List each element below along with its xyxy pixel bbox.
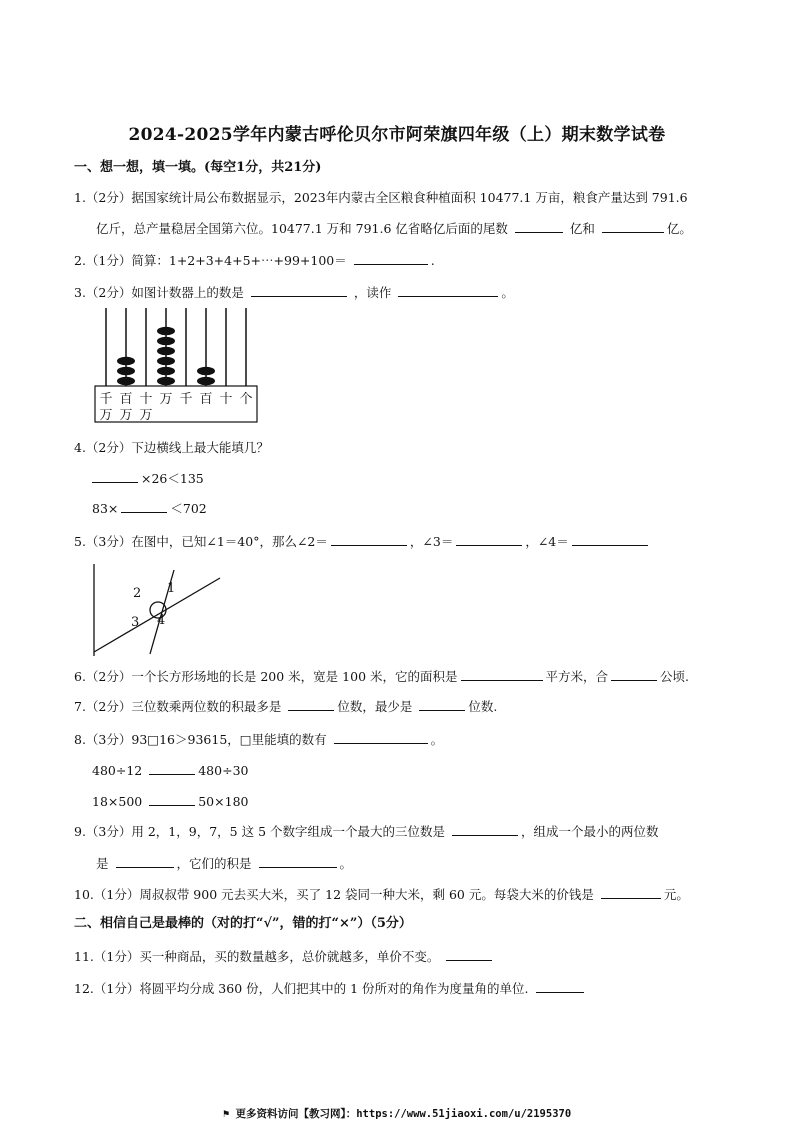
abacus-label-shiwan: 万 xyxy=(139,408,153,423)
abacus-label-qianwan: 万 xyxy=(99,408,113,423)
question-1-text-c: 亿。 xyxy=(666,221,692,236)
abacus-bead xyxy=(157,327,175,336)
answer-blank[interactable] xyxy=(121,500,167,513)
question-9-text-c: 是 xyxy=(96,856,109,871)
abacus-label-qian: 千 xyxy=(179,392,193,407)
page-title: 2024-2025学年内蒙古呼伦贝尔市阿荣旗四年级（上）期末数学试卷 xyxy=(128,125,666,145)
abacus-bead xyxy=(157,357,175,366)
abacus-figure xyxy=(94,306,264,426)
question-1-text-b: 亿和 xyxy=(569,221,595,236)
answer-blank[interactable] xyxy=(149,793,195,806)
abacus-label-baiwan: 百 xyxy=(119,392,133,407)
question-6-mid: 平方米，合 xyxy=(545,669,609,684)
question-1-line-1: 1.（2分）据国家统计局公布数据显示，2023年内蒙古全区粮食种植面积 10477.1 万亩，粮食产量达到 791.6 xyxy=(74,190,688,205)
angle-label-2: 2 xyxy=(133,586,142,601)
question-2-end: . xyxy=(430,253,435,268)
compare-left: 480÷12 xyxy=(92,763,143,778)
abacus-label-bai: 百 xyxy=(199,392,213,407)
question-1-line-2 xyxy=(96,220,692,237)
compare-left: 18×500 xyxy=(92,794,143,809)
question-12-text: 12.（1分）将圆平均分成 360 份，人们把其中的 1 份所对的角作为度量角的单位. xyxy=(74,981,529,996)
section-2-heading: 二、相信自己是最棒的（对的打“√”，错的打“×”）（5分） xyxy=(74,916,412,931)
answer-blank[interactable] xyxy=(446,948,492,961)
question-8-compare-1 xyxy=(92,762,248,779)
question-9-line-2 xyxy=(96,855,352,872)
question-9-text-d: ，它们的积是 xyxy=(176,856,252,871)
answer-blank[interactable] xyxy=(288,698,334,711)
abacus-bead xyxy=(117,357,135,366)
answer-blank[interactable] xyxy=(611,668,657,681)
question-7-end: 位数. xyxy=(468,699,498,714)
question-5 xyxy=(74,533,651,550)
abacus-bead xyxy=(197,377,215,386)
question-9-text-b: ，组成一个最小的两位数 xyxy=(520,824,659,839)
compare-right: 480÷30 xyxy=(198,763,249,778)
question-11-text: 11.（1分）买一种商品，买的数量越多，总价就越多，单价不变。 xyxy=(74,949,440,964)
abacus-label-baiwan: 万 xyxy=(119,408,133,423)
answer-blank[interactable] xyxy=(334,731,428,744)
question-9-end: 。 xyxy=(339,856,353,871)
footer-text: 更多资料访问【教习网】：https://www.51jiaoxi.com/u/2195370 xyxy=(235,1108,572,1120)
answer-blank[interactable] xyxy=(331,533,407,546)
abacus-bead xyxy=(117,367,135,376)
question-6-text: 6.（2分）一个长方形场地的长是 200 米，宽是 100 米，它的面积是 xyxy=(74,669,458,684)
question-10-text: 10.（1分）周叔叔带 900 元去买大米，买了 12 袋同一种大米，剩 60 元。每袋大米的价钱是 xyxy=(74,887,594,902)
abacus-bead xyxy=(117,377,135,386)
abacus-bead xyxy=(197,367,215,376)
abacus-bead xyxy=(157,367,175,376)
question-8-text: 8.（3分）93□16＞93615，□里能填的数有 xyxy=(74,732,327,747)
question-2 xyxy=(74,252,435,269)
abacus-label-shi: 十 xyxy=(219,392,233,407)
question-5-mid-2: ，∠4＝ xyxy=(525,534,569,549)
question-11 xyxy=(74,948,495,965)
answer-blank[interactable] xyxy=(251,284,347,297)
answer-blank[interactable] xyxy=(354,252,428,265)
abacus-bead xyxy=(157,377,175,386)
section-1-heading: 一、想一想，填一填。(每空1分，共21分) xyxy=(74,160,322,175)
answer-blank[interactable] xyxy=(515,220,563,233)
angle-label-1: 1 xyxy=(167,581,176,596)
answer-blank[interactable] xyxy=(149,762,195,775)
question-4-line-1 xyxy=(92,470,204,487)
abacus-label-shiwan: 十 xyxy=(139,392,153,407)
question-10-end: 元。 xyxy=(663,887,689,902)
angle-label-3: 3 xyxy=(131,615,140,630)
answer-blank[interactable] xyxy=(572,533,648,546)
answer-blank[interactable] xyxy=(452,823,518,836)
answer-blank[interactable] xyxy=(92,470,138,483)
answer-blank[interactable] xyxy=(461,668,543,681)
question-9-text: 9.（3分）用 2，1，9，7，5 这 5 个数字组成一个最大的三位数是 xyxy=(74,824,445,839)
question-10 xyxy=(74,886,689,903)
abacus-bead xyxy=(157,347,175,356)
answer-blank[interactable] xyxy=(398,284,498,297)
question-8 xyxy=(74,731,443,748)
question-8-end: 。 xyxy=(430,732,444,747)
answer-blank[interactable] xyxy=(456,533,522,546)
answer-blank[interactable] xyxy=(601,886,661,899)
question-5-text: 5.（3分）在图中，已知∠1＝40°，那么∠2＝ xyxy=(74,534,328,549)
question-5-mid-1: ，∠3＝ xyxy=(409,534,454,549)
question-3-text: 3.（2分）如图计数器上的数是 xyxy=(74,285,244,300)
footer-link[interactable] xyxy=(0,1106,794,1121)
compare-right: 50×180 xyxy=(198,794,249,809)
answer-blank[interactable] xyxy=(259,855,337,868)
question-4-expr-2b: ＜702 xyxy=(170,501,207,516)
answer-blank[interactable] xyxy=(116,855,174,868)
question-4-expr-2a: 83× xyxy=(92,501,119,516)
question-12 xyxy=(74,980,587,997)
question-4-expr-1: ×26＜135 xyxy=(141,471,204,486)
question-7-mid: 位数，最少是 xyxy=(337,699,413,714)
question-2-text: 2.（1分）简算：1+2+3+4+5+⋯+99+100＝ xyxy=(74,253,347,268)
question-3 xyxy=(74,284,514,301)
question-4-line-2 xyxy=(92,500,207,517)
question-6-end: 公顷. xyxy=(660,669,689,684)
question-7 xyxy=(74,698,497,715)
question-7-text: 7.（2分）三位数乘两位数的积最多是 xyxy=(74,699,282,714)
angle-figure xyxy=(88,560,228,660)
abacus-label-qianwan: 千 xyxy=(99,392,113,407)
abacus-label-wan: 万 xyxy=(159,392,173,407)
answer-blank[interactable] xyxy=(536,980,584,993)
abacus-bead xyxy=(157,337,175,346)
question-9-line-1 xyxy=(74,823,659,840)
abacus-label-ge: 个 xyxy=(239,392,253,407)
question-4: 4.（2分）下边横线上最大能填几？ xyxy=(74,440,269,455)
answer-blank[interactable] xyxy=(602,220,664,233)
question-3-end: 。 xyxy=(501,285,514,300)
flag-icon: ⚑ xyxy=(222,1108,236,1120)
question-6 xyxy=(74,668,689,685)
question-8-compare-2 xyxy=(92,793,248,810)
angle-label-4: 4 xyxy=(157,613,166,628)
question-3-mid: ，读作 xyxy=(353,285,392,300)
answer-blank[interactable] xyxy=(419,698,465,711)
question-1-text: 亿斤，总产量稳居全国第六位。10477.1 万和 791.6 亿省略亿后面的尾数 xyxy=(96,221,508,236)
